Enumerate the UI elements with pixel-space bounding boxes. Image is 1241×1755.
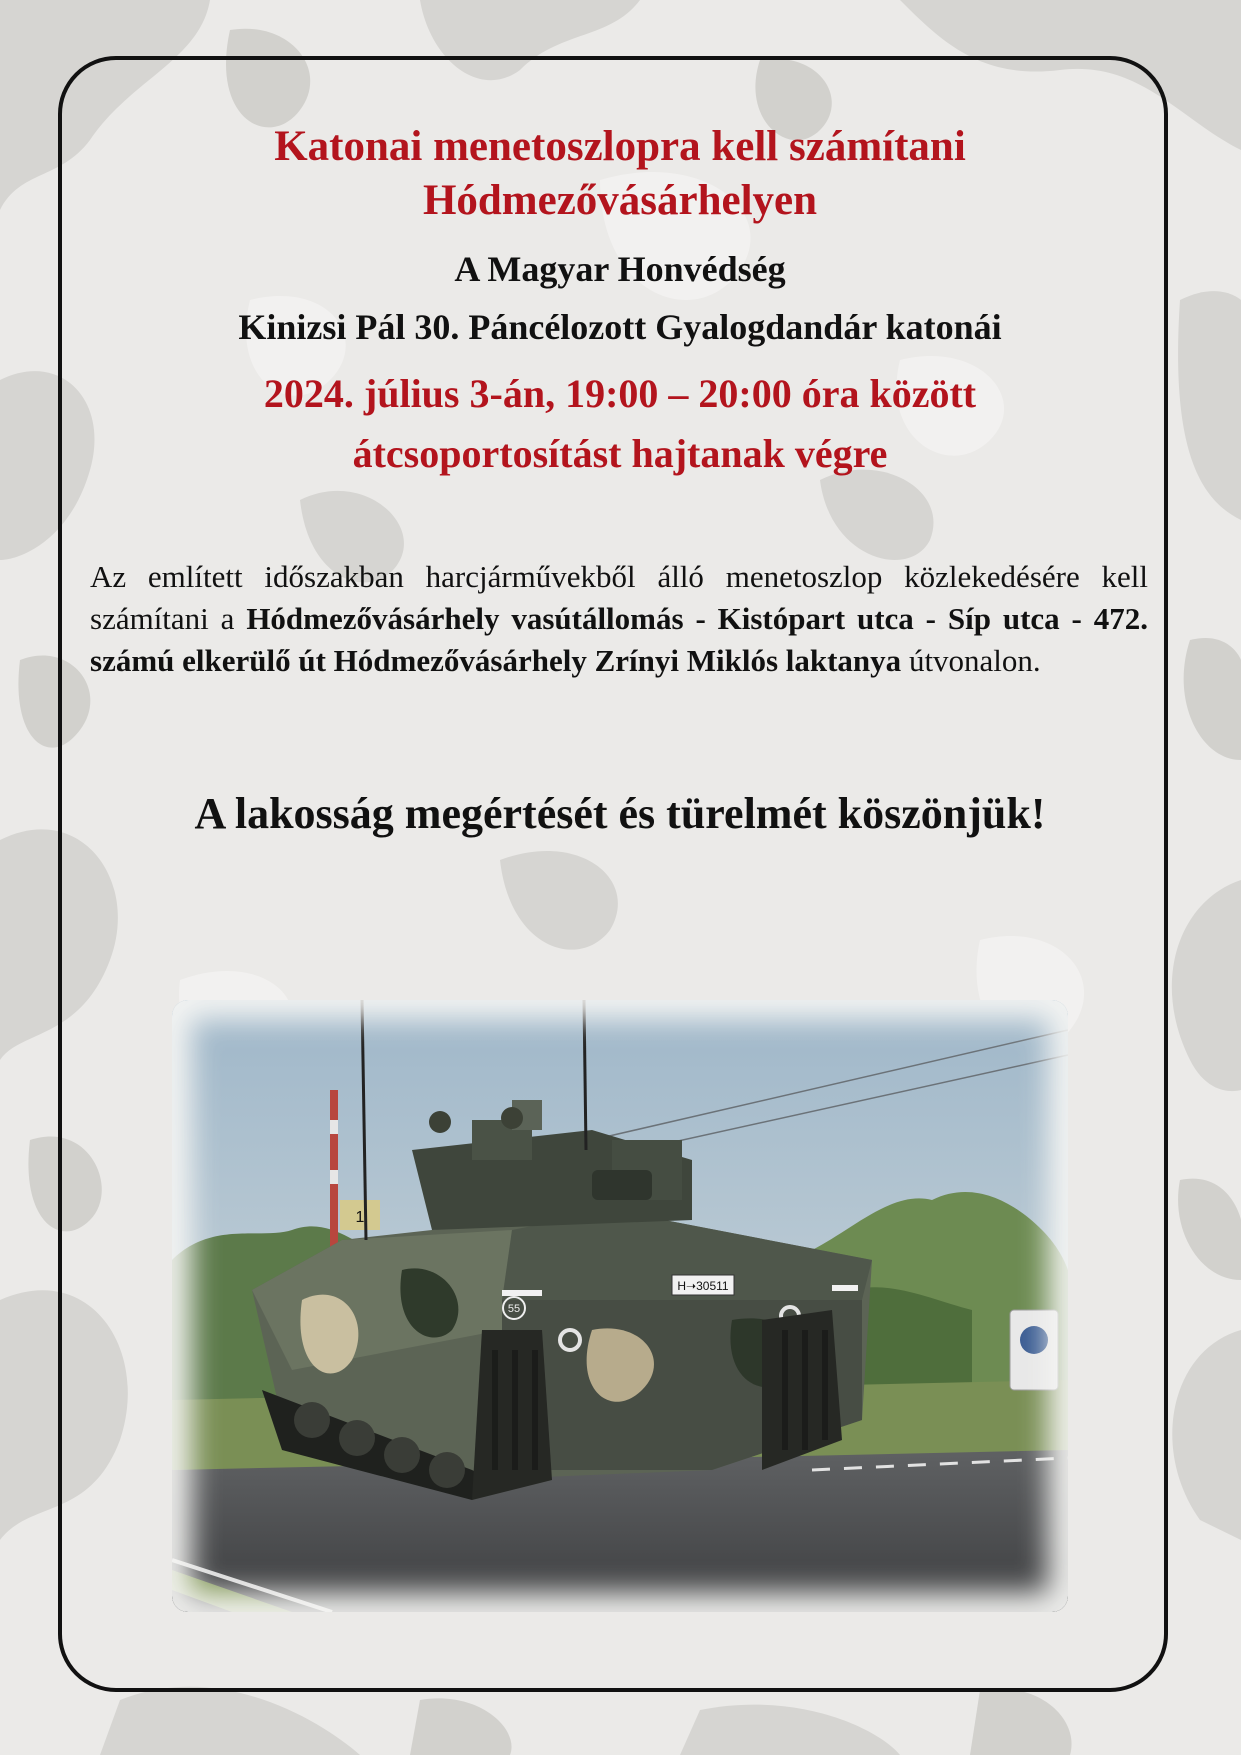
infantry-fighting-vehicle-photo — [172, 1000, 1068, 1612]
header-block — [90, 120, 1150, 484]
turret-number: 1 — [355, 1209, 365, 1226]
main-title-line1: Katonai menetoszlopra kell számítani — [274, 123, 966, 170]
main-title — [90, 120, 1150, 228]
vehicle-number: 55 — [507, 1303, 521, 1315]
notice-intro: Az említett időszakban harcjárművekből álló menetoszlop közlekedésére kell számítani a — [90, 559, 1148, 636]
notice-route: Hódmezővásárhely vasútállomás - Kistópart utca - Síp utca - 472. számú elkerülő út Hódmezővásárhely Zrínyi Miklós laktanya — [90, 601, 1148, 678]
date-time-line2: átcsoportosítást hajtanak végre — [352, 431, 888, 476]
notice-paragraph — [90, 556, 1148, 682]
main-title-line2: Hódmezővásárhelyen — [422, 177, 818, 224]
unit-subheading-line1: A Magyar Honvédség — [454, 249, 786, 289]
date-time-line1: 2024. július 3-án, 19:00 – 20:00 óra között — [263, 371, 977, 416]
unit-subheading-line2: Kinizsi Pál 30. Páncélozott Gyalogdandár katonái — [238, 307, 1002, 347]
license-plate: H➝30511 — [677, 1279, 729, 1293]
date-time-heading — [90, 364, 1150, 484]
vehicle-illustration — [172, 1000, 1068, 1612]
unit-subheading — [90, 240, 1150, 356]
thanks-message: A lakosság megértését és türelmét köszönjük! — [194, 789, 1046, 838]
notice-outro: útvonalon. — [901, 643, 1041, 678]
